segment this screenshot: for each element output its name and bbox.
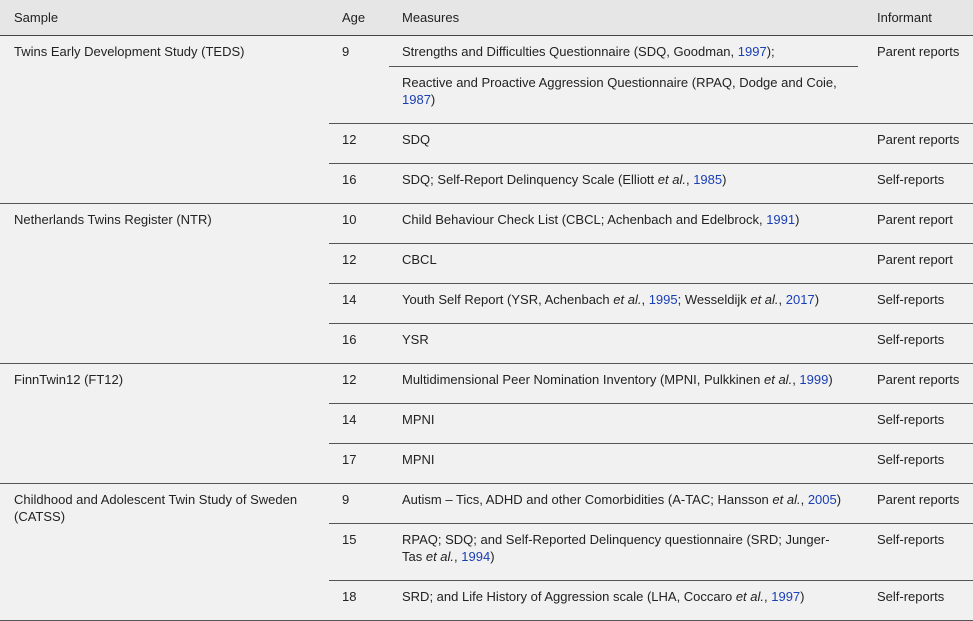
measure-text: ) <box>836 492 842 507</box>
cell-sample: Twins Early Development Study (TEDS) <box>0 36 329 204</box>
measure-text: ) <box>722 172 727 187</box>
citation-link[interactable]: 1987 <box>402 92 431 107</box>
measure-text: ) <box>795 212 800 227</box>
table-body <box>0 36 973 621</box>
table-header <box>0 0 973 36</box>
measure-entry <box>402 491 848 514</box>
cell-age: 10 <box>329 204 389 244</box>
measure-text: ) <box>828 372 833 387</box>
cell-informant: Self-reports <box>864 164 973 204</box>
table-row <box>0 36 973 124</box>
cell-measures <box>389 404 864 444</box>
cell-age: 17 <box>329 444 389 484</box>
cell-age: 12 <box>329 364 389 404</box>
italic-text: et al. <box>735 589 764 604</box>
measure-text: YSR <box>402 332 429 347</box>
citation-link[interactable]: 1997 <box>737 44 767 59</box>
cell-measures <box>389 124 864 164</box>
cell-age: 16 <box>329 324 389 364</box>
cell-informant: Self-reports <box>864 444 973 484</box>
cell-informant: Self-reports <box>864 581 973 621</box>
measure-text: Autism – Tics, ADHD and other Comorbidities (A-TAC; Hansson <box>402 492 773 507</box>
measure-entry <box>402 291 848 314</box>
citation-link[interactable]: 1997 <box>771 589 801 604</box>
measure-text: MPNI <box>402 412 435 427</box>
measure-entry <box>402 211 848 234</box>
measure-text: SDQ <box>402 132 431 147</box>
measure-entry <box>389 66 858 114</box>
measure-text: ) <box>430 92 436 107</box>
citation-link[interactable]: 2017 <box>785 292 815 307</box>
measure-text: , <box>641 292 649 307</box>
italic-text: et al. <box>764 372 793 387</box>
cell-measures <box>389 524 864 581</box>
table-row <box>0 484 973 524</box>
cell-measures <box>389 36 864 124</box>
measure-entry <box>402 451 848 474</box>
cell-measures <box>389 581 864 621</box>
measure-text: MPNI <box>402 452 435 467</box>
measure-text: ) <box>800 589 805 604</box>
measure-text: SDQ; Self-Report Delinquency Scale (Elliott <box>402 172 658 187</box>
header-informant: Informant <box>864 0 973 36</box>
italic-text: et al. <box>613 292 642 307</box>
cell-sample: Netherlands Twins Register (NTR) <box>0 204 329 364</box>
header-sample: Sample <box>0 0 329 36</box>
cell-age: 14 <box>329 404 389 444</box>
measure-entry <box>402 531 848 571</box>
cell-age: 12 <box>329 244 389 284</box>
measure-text: , <box>792 372 800 387</box>
measure-text: ; Wesseldijk <box>677 292 751 307</box>
header-age: Age <box>329 0 389 36</box>
measure-entry <box>402 251 848 274</box>
cell-measures <box>389 444 864 484</box>
cell-measures <box>389 324 864 364</box>
measure-text: CBCL <box>402 252 437 267</box>
measure-text: , <box>685 172 694 187</box>
citation-link[interactable]: 1991 <box>766 212 796 227</box>
italic-text: et al. <box>657 172 686 187</box>
italic-text: et al. <box>425 549 455 564</box>
measure-entry <box>402 371 848 394</box>
measure-text: Multidimensional Peer Nomination Inventory (MPNI, Pulkkinen <box>402 372 764 387</box>
cell-age: 12 <box>329 124 389 164</box>
measure-entry <box>402 411 848 434</box>
cell-informant: Parent report <box>864 204 973 244</box>
cell-sample: Childhood and Adolescent Twin Study of Sweden (CATSS) <box>0 484 329 621</box>
cell-informant: Self-reports <box>864 284 973 324</box>
measure-text: ) <box>814 292 820 307</box>
citation-link[interactable]: 1994 <box>461 549 491 564</box>
measure-entry <box>402 131 848 154</box>
table-row <box>0 204 973 244</box>
measure-text: Reactive and Proactive Aggression Questionnaire (RPAQ, Dodge and Coie, <box>402 75 837 90</box>
measure-text: ); <box>766 44 775 59</box>
table-row <box>0 364 973 404</box>
cell-measures <box>389 484 864 524</box>
measure-entry <box>402 588 848 611</box>
cell-age: 14 <box>329 284 389 324</box>
cell-age: 9 <box>329 36 389 124</box>
header-measures: Measures <box>389 0 864 36</box>
cell-sample: FinnTwin12 (FT12) <box>0 364 329 484</box>
cell-age: 18 <box>329 581 389 621</box>
cell-age: 9 <box>329 484 389 524</box>
italic-text: et al. <box>772 492 801 507</box>
cell-age: 16 <box>329 164 389 204</box>
citation-link[interactable]: 1985 <box>693 172 723 187</box>
cell-informant: Self-reports <box>864 524 973 581</box>
measure-entry <box>402 171 848 194</box>
measure-text: Strengths and Difficulties Questionnaire (SDQ, Goodman, <box>402 44 738 59</box>
citation-link[interactable]: 1999 <box>799 372 829 387</box>
italic-text: et al. <box>750 292 779 307</box>
measure-text: , <box>454 549 462 564</box>
cell-informant: Parent reports <box>864 364 973 404</box>
cell-measures <box>389 164 864 204</box>
cell-informant: Parent reports <box>864 484 973 524</box>
measure-text: Child Behaviour Check List (CBCL; Achenbach and Edelbrock, <box>402 212 767 227</box>
measure-text: Youth Self Report (YSR, Achenbach <box>402 292 614 307</box>
measure-text: RPAQ; SDQ; and Self-Reported Delinquency questionnaire (SRD; Junger-Tas <box>402 532 830 564</box>
citation-link[interactable]: 2005 <box>807 492 837 507</box>
cell-informant: Self-reports <box>864 324 973 364</box>
measure-text: SRD; and Life History of Aggression scale (LHA, Coccaro <box>402 589 736 604</box>
cell-age: 15 <box>329 524 389 581</box>
cell-informant: Parent reports <box>864 36 973 124</box>
measure-text: ) <box>490 549 495 564</box>
measure-text: , <box>778 292 786 307</box>
cell-measures <box>389 244 864 284</box>
measure-entry <box>402 43 848 66</box>
cell-informant: Parent reports <box>864 124 973 164</box>
measure-text: , <box>800 492 808 507</box>
cell-measures <box>389 204 864 244</box>
cell-measures <box>389 364 864 404</box>
cell-informant: Parent report <box>864 244 973 284</box>
citation-link[interactable]: 1995 <box>648 292 678 307</box>
measure-entry <box>402 331 848 354</box>
cell-informant: Self-reports <box>864 404 973 444</box>
measure-text: , <box>764 589 772 604</box>
cell-measures <box>389 284 864 324</box>
